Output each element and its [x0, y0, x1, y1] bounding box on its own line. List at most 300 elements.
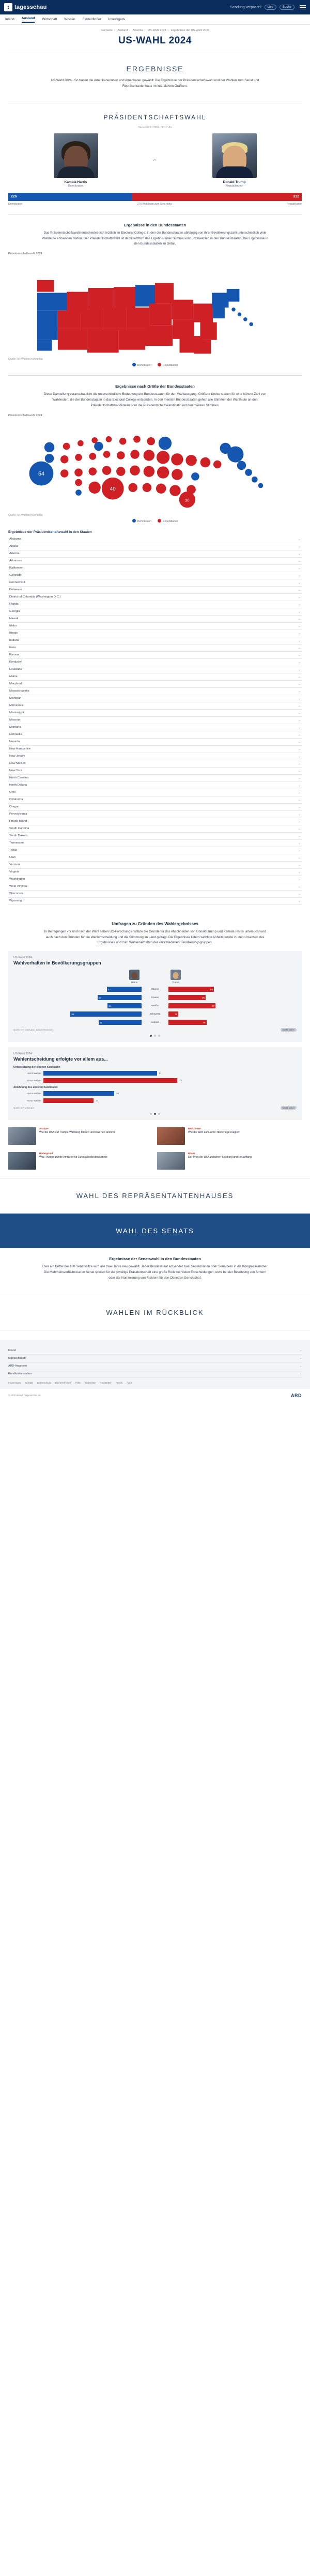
- teaser-row-2: [8, 1152, 302, 1170]
- state-accordion-row[interactable]: [8, 536, 302, 543]
- candidate-duel: [8, 133, 302, 188]
- footer-row-label: Inland: [8, 1348, 16, 1352]
- state-name: Utah: [9, 856, 16, 860]
- teaser-2[interactable]: [157, 1127, 302, 1145]
- state-name: Nebraska: [9, 733, 22, 737]
- retro-banner[interactable]: WAHLEN IM RÜCKBLICK: [0, 1295, 310, 1330]
- chart1-category-label: Weiße: [151, 1004, 159, 1007]
- search-pill[interactable]: Suche: [280, 5, 295, 10]
- chart1-share-button[interactable]: Grafik teilen: [281, 1028, 297, 1032]
- chevron-down-icon[interactable]: ⌄: [299, 1348, 302, 1352]
- brand-text: tagesschau: [14, 4, 47, 10]
- needed-label: 270 Wahlleute zum Sieg nötig: [137, 202, 172, 206]
- chart2-title: Wahlentscheidung erfolgte vor allem aus...: [13, 1056, 108, 1062]
- copyright: © ARD-aktuell / tagesschau.de: [8, 1394, 41, 1397]
- teaser-thumb-2: [157, 1127, 185, 1145]
- chart2-bar-label: Harris-Wähler: [26, 1072, 41, 1075]
- bubble-title: Ergebnisse nach Größe der Bundesstaaten: [115, 384, 195, 389]
- breadcrumb-2[interactable]: Amerika: [132, 29, 143, 32]
- chevron-down-icon[interactable]: ⌄: [298, 747, 301, 751]
- chevron-down-icon[interactable]: ⌄: [298, 718, 301, 722]
- chart2-footer: [13, 1106, 297, 1110]
- map-source: Quelle: AP/Wahlen in Amerika: [8, 358, 43, 361]
- state-accordion-row[interactable]: [8, 681, 302, 688]
- nav-item-wissen[interactable]: Wissen: [64, 18, 75, 21]
- state-accordion-row[interactable]: [8, 579, 302, 587]
- state-name: New Jersey: [9, 755, 25, 758]
- chevron-down-icon[interactable]: ⌄: [298, 661, 301, 664]
- state-accordion-row[interactable]: [8, 789, 302, 796]
- chart1-trump-bar: [168, 995, 206, 1000]
- chart1-legend-harris: Harris: [129, 970, 140, 984]
- brand-logo[interactable]: [4, 3, 47, 11]
- live-pill[interactable]: Live: [265, 5, 276, 10]
- chevron-down-icon[interactable]: ⌄: [298, 552, 301, 556]
- state-accordion-row[interactable]: [8, 833, 302, 840]
- us-map-svg[interactable]: [8, 258, 302, 357]
- chart1-harris-value: 86: [71, 1013, 74, 1016]
- legend-dem: Demokraten: [8, 202, 23, 206]
- footer-row[interactable]: [8, 1370, 302, 1378]
- house-banner[interactable]: WAHL DES REPRÄSENTANTENHAUSES: [0, 1178, 310, 1214]
- state-accordion-row[interactable]: [8, 818, 302, 825]
- state-name: South Dakota: [9, 834, 28, 838]
- teaser-3[interactable]: [8, 1152, 153, 1170]
- nav-item-investigativ[interactable]: Investigativ: [108, 18, 126, 21]
- state-accordion-row[interactable]: [8, 847, 302, 854]
- top-bar: [0, 0, 310, 14]
- bubble-map-svg[interactable]: [8, 417, 302, 513]
- chevron-down-icon[interactable]: ⌄: [299, 1356, 302, 1360]
- chevron-down-icon[interactable]: ⌄: [298, 827, 301, 831]
- state-name: Maryland: [9, 682, 22, 686]
- chart2-bar-value: 38: [116, 1092, 119, 1095]
- chevron-down-icon[interactable]: ⌄: [298, 755, 301, 758]
- state-accordion-row[interactable]: [8, 825, 302, 833]
- footer-row[interactable]: [8, 1355, 302, 1362]
- chevron-down-icon[interactable]: ⌄: [298, 646, 301, 650]
- state-accordion-row[interactable]: [8, 623, 302, 630]
- map-legend: [8, 363, 302, 367]
- state-name: South Carolina: [9, 827, 29, 831]
- hamburger-icon[interactable]: [300, 5, 306, 10]
- footer-link[interactable]: Impressum: [8, 1382, 21, 1385]
- footer-bottom: [0, 1389, 310, 1405]
- bubble-legend: [8, 519, 302, 523]
- footer-link[interactable]: Bildrechte: [84, 1382, 96, 1385]
- chevron-down-icon[interactable]: ⌄: [298, 784, 301, 787]
- chart1-title: Wahlverhalten in Bevölkerungsgruppen: [13, 960, 101, 966]
- footer-row[interactable]: [8, 1347, 302, 1355]
- state-accordion-row[interactable]: [8, 782, 302, 789]
- state-accordion-row[interactable]: [8, 768, 302, 775]
- chart1-harris-bar: [107, 1003, 142, 1008]
- breadcrumb-0[interactable]: Startseite: [100, 29, 113, 32]
- bubble-source: Quelle: AP/Wahlen in Amerika: [8, 513, 43, 517]
- state-accordion-row[interactable]: [8, 883, 302, 891]
- state-accordion-row[interactable]: [8, 695, 302, 702]
- senate-text: Etwa ein Drittel der 100 Senatssitze wird alle zwei Jahre neu gewählt. Jeder Bundesstaat entsendet zwei Senatorinnen oder Senatoren in die Kongresskammer. Die Mehrheitsverhältnisse im Senat spielen für die jeweilige Präsidentschaft eine große Rolle bei vielen Entscheidungen, etwa bei der Besetzung von Ämtern oder der Nominierung von Richtern für den Obersten Gerichtshof.: [42, 1265, 268, 1280]
- chevron-down-icon[interactable]: ⌄: [298, 820, 301, 823]
- chevron-down-icon[interactable]: ⌄: [298, 711, 301, 715]
- candidate-harris: [8, 133, 143, 188]
- trump-party: Republikaner: [226, 184, 243, 188]
- chevron-down-icon[interactable]: ⌄: [298, 733, 301, 737]
- teaser-1[interactable]: [8, 1127, 153, 1145]
- state-accordion-row[interactable]: [8, 630, 302, 637]
- chevron-down-icon[interactable]: ⌄: [298, 812, 301, 816]
- teaser-2-kicker: Reaktionen: [188, 1127, 201, 1130]
- state-accordion-row[interactable]: [8, 891, 302, 898]
- chart1-trump-bar: [168, 1003, 215, 1008]
- chevron-down-icon[interactable]: ⌄: [298, 545, 301, 548]
- chevron-down-icon[interactable]: ⌄: [298, 899, 301, 903]
- chevron-down-icon[interactable]: ⌄: [299, 1364, 302, 1368]
- state-name: West Virginia: [9, 885, 27, 888]
- state-accordion-row[interactable]: [8, 616, 302, 623]
- chart2-group-bars: [13, 1091, 297, 1103]
- state-accordion-row[interactable]: [8, 652, 302, 659]
- state-name: Pennsylvania: [9, 812, 27, 816]
- nav-item-faktenfinder[interactable]: Faktenfinder: [82, 18, 101, 21]
- state-accordion-row[interactable]: [8, 594, 302, 601]
- chart2-bar-row: [13, 1098, 297, 1103]
- footer-link[interactable]: Barrierefreiheit: [55, 1382, 72, 1385]
- state-map-section: [0, 214, 310, 376]
- chart2-carousel-dots[interactable]: [13, 1113, 297, 1115]
- state-accordion-row[interactable]: [8, 796, 302, 804]
- chevron-down-icon[interactable]: ⌄: [298, 885, 301, 888]
- chart1-kicker: US-Wahl 2024: [13, 956, 32, 960]
- chevron-down-icon[interactable]: ⌄: [298, 639, 301, 642]
- state-accordion-row[interactable]: [8, 637, 302, 645]
- state-accordion-row[interactable]: [8, 666, 302, 673]
- state-accordion-row[interactable]: [8, 717, 302, 724]
- chart2-groups: [13, 1066, 297, 1103]
- state-name: Kentucky: [9, 661, 22, 664]
- breadcrumb-3[interactable]: US-Wahl 2024: [148, 29, 166, 32]
- state-accordion-row[interactable]: [8, 587, 302, 594]
- state-name: Montana: [9, 726, 21, 729]
- state-accordion-row[interactable]: [8, 543, 302, 550]
- footer-row[interactable]: [8, 1362, 302, 1370]
- states-accordion-title: Ergebnisse der Präsidentschaftswahl in den Staaten: [8, 530, 92, 534]
- svg-text:54: 54: [38, 470, 44, 477]
- chevron-down-icon[interactable]: ⌄: [298, 704, 301, 708]
- state-accordion-row[interactable]: [8, 760, 302, 768]
- chart2-bar-fill: [43, 1098, 94, 1103]
- ard-logo: ARD: [291, 1392, 302, 1398]
- state-accordion-row[interactable]: [8, 659, 302, 666]
- harris-photo: [54, 133, 98, 178]
- nav-item-inland[interactable]: Inland: [5, 18, 14, 21]
- state-name: Indiana: [9, 639, 20, 642]
- chart1-legend-trump: Trump: [171, 970, 181, 984]
- trump-mini-photo: [171, 970, 181, 980]
- state-name: Mississippi: [9, 711, 24, 715]
- chevron-down-icon[interactable]: ⌄: [298, 632, 301, 635]
- bubble-map-section: [0, 376, 310, 913]
- tally-legend: [8, 203, 302, 206]
- chart1-bar-row: [13, 1011, 297, 1017]
- chevron-down-icon[interactable]: ⌄: [298, 588, 301, 592]
- footer-link[interactable]: Datenschutz: [37, 1382, 51, 1385]
- state-accordion-row[interactable]: [8, 739, 302, 746]
- us-results-map[interactable]: [8, 258, 302, 357]
- chevron-down-icon[interactable]: ⌄: [298, 624, 301, 628]
- surveys-section: [0, 913, 310, 1178]
- tagesschau-logo-icon: [4, 3, 12, 11]
- state-accordion-row[interactable]: [8, 854, 302, 862]
- teaser-2-title: Wie die Welt auf Harris' Niederlage reagiert: [188, 1131, 240, 1134]
- state-name: Minnesota: [9, 704, 23, 708]
- chevron-down-icon[interactable]: ⌄: [298, 566, 301, 570]
- state-name: Virginia: [9, 870, 20, 874]
- chart2-share-button[interactable]: Grafik teilen: [281, 1106, 297, 1110]
- footer: [0, 1340, 310, 1389]
- chart1-source: Quelle: AP VoteCast / Edison Research: [13, 1029, 53, 1032]
- chevron-down-icon[interactable]: ⌄: [298, 682, 301, 686]
- breadcrumb-1[interactable]: Ausland: [117, 29, 128, 32]
- chart1-harris-bar: [98, 995, 142, 1000]
- bubble-chart-label: Präsidentschaftswahl 2024: [8, 413, 42, 417]
- state-accordion-row[interactable]: [8, 608, 302, 616]
- state-accordion-row[interactable]: [8, 688, 302, 695]
- chart2-group-label: Unterstützung der eigenen Kandidatin: [13, 1066, 60, 1069]
- state-accordion-row[interactable]: [8, 811, 302, 818]
- state-accordion-row[interactable]: [8, 702, 302, 710]
- states-accordion-list: [8, 536, 302, 905]
- state-name: New York: [9, 769, 22, 773]
- teaser-thumb-4: [157, 1152, 185, 1170]
- state-name: Iowa: [9, 646, 16, 650]
- bubble-legend-rep: Republikaner: [158, 519, 178, 523]
- harris-name: Kamala Harris: [64, 180, 87, 184]
- footer-link[interactable]: Hilfe: [75, 1382, 81, 1385]
- chevron-down-icon[interactable]: ⌄: [298, 574, 301, 577]
- state-name: New Mexico: [9, 762, 26, 765]
- chart1-trump-value: 55: [210, 988, 213, 991]
- chevron-down-icon[interactable]: ⌄: [298, 870, 301, 874]
- missed-broadcast-label[interactable]: Sendung verpasst?: [230, 5, 261, 9]
- state-accordion-row[interactable]: [8, 731, 302, 739]
- state-accordion-row[interactable]: [8, 746, 302, 753]
- chevron-down-icon[interactable]: ⌄: [298, 595, 301, 599]
- breadcrumb: Startseite › Ausland › Amerika › US-Wahl 2024 › Ergebnisse der US-Wahl 2024: [100, 29, 210, 32]
- state-accordion-row[interactable]: [8, 558, 302, 565]
- state-accordion-row[interactable]: [8, 550, 302, 558]
- state-accordion-row[interactable]: [8, 804, 302, 811]
- harris-mini-photo: [129, 970, 140, 980]
- state-accordion-row[interactable]: [8, 565, 302, 572]
- chevron-down-icon[interactable]: ⌄: [298, 559, 301, 563]
- map-title: Ergebnisse in den Bundesstaaten: [123, 222, 187, 227]
- state-name: District of Columbia (Washington D.C.): [9, 595, 61, 599]
- chevron-down-icon[interactable]: ⌄: [298, 675, 301, 679]
- chart2-kicker: US-Wahl 2024: [13, 1052, 32, 1056]
- state-name: New Hampshire: [9, 747, 31, 751]
- chevron-down-icon[interactable]: ⌄: [298, 740, 301, 744]
- state-accordion-row[interactable]: [8, 775, 302, 782]
- chevron-down-icon[interactable]: ⌄: [298, 538, 301, 541]
- state-name: Texas: [9, 849, 18, 852]
- state-name: Connecticut: [9, 581, 25, 585]
- chevron-down-icon[interactable]: ⌄: [298, 726, 301, 729]
- chart1-footer: [13, 1028, 297, 1032]
- presidential-section: [0, 103, 310, 214]
- chart1-trump-bar: [168, 987, 214, 992]
- page-title: US-WAHL 2024: [118, 35, 192, 46]
- chart1-trump-value: 57: [212, 1004, 215, 1007]
- senate-banner[interactable]: WAHL DES SENATS: [0, 1214, 310, 1248]
- footer-link[interactable]: Kontakt: [24, 1382, 34, 1385]
- teaser-4[interactable]: [157, 1152, 302, 1170]
- senate-title: Ergebnisse der Senatswahl in den Bundesstaaten: [109, 1256, 201, 1262]
- chevron-down-icon[interactable]: ⌄: [298, 805, 301, 809]
- trump-photo: [212, 133, 257, 178]
- chevron-down-icon[interactable]: ⌄: [298, 610, 301, 614]
- top-bar-right: [230, 5, 306, 10]
- state-name: Maine: [9, 675, 18, 679]
- chevron-down-icon[interactable]: ⌄: [298, 697, 301, 700]
- chart1-bar-row: [13, 1003, 297, 1008]
- chart1-harris-value: 52: [99, 1021, 102, 1024]
- chart2-source: Quelle: AP VoteCast: [13, 1107, 34, 1110]
- chevron-down-icon[interactable]: ⌄: [298, 581, 301, 585]
- state-accordion-row[interactable]: [8, 862, 302, 869]
- chevron-down-icon[interactable]: ⌄: [298, 892, 301, 896]
- duel-vs: [143, 133, 167, 188]
- chart1-harris-bar: [70, 1011, 142, 1017]
- chart2-bar-label: Trump-Wähler: [26, 1079, 41, 1082]
- state-name: Florida: [9, 603, 19, 606]
- state-name: Louisiana: [9, 668, 22, 671]
- chart1-bar-row: [13, 987, 297, 992]
- chart2-bar-label: Harris-Wähler: [26, 1092, 41, 1095]
- map-legend-dem: Demokraten: [132, 363, 151, 367]
- state-name: Vermont: [9, 863, 21, 867]
- footer-rows: [8, 1347, 302, 1378]
- chart1-carousel-dots[interactable]: [13, 1035, 297, 1037]
- state-accordion-row[interactable]: [8, 572, 302, 579]
- chevron-down-icon[interactable]: ⌄: [298, 849, 301, 852]
- chart1-bar-row: [13, 1020, 297, 1025]
- state-name: Oklahoma: [9, 798, 23, 802]
- chart1-category-label: Latinos: [151, 1021, 159, 1024]
- state-accordion-row[interactable]: [8, 840, 302, 847]
- chevron-down-icon[interactable]: ⌄: [298, 878, 301, 881]
- state-name: Georgia: [9, 610, 20, 614]
- state-name: Hawaii: [9, 617, 19, 621]
- chart1-harris-value: 41: [109, 1004, 112, 1007]
- footer-link[interactable]: Feeds: [115, 1382, 123, 1385]
- footer-link[interactable]: Newsletter: [100, 1382, 112, 1385]
- footer-link[interactable]: Apps: [127, 1382, 133, 1385]
- chevron-down-icon[interactable]: ⌄: [299, 1372, 302, 1375]
- chart1-trump-value: 45: [202, 996, 205, 999]
- trump-elector-count: 312: [132, 193, 302, 201]
- footer-links: [8, 1382, 302, 1385]
- chart2-bar-label: Trump-Wähler: [26, 1099, 41, 1102]
- chevron-down-icon[interactable]: ⌄: [298, 668, 301, 671]
- state-name: Kansas: [9, 653, 20, 657]
- chevron-down-icon[interactable]: ⌄: [298, 689, 301, 693]
- chart1-trump-bar: [168, 1011, 178, 1017]
- state-name: Alaska: [9, 545, 19, 548]
- state-accordion-row[interactable]: [8, 710, 302, 717]
- state-name: Michigan: [9, 697, 22, 700]
- chevron-down-icon[interactable]: ⌄: [298, 841, 301, 845]
- surveys-text: In Befragungen vor und nach der Wahl haben US-Forschungsinstitute die Gründe für das Abschneiden von Donald Trump und Kamala Harris untersucht und auch nach den Gründen für die Wahlentscheidung und die Stimmung im Land gefragt. Die Ergebnisse liefern wichtige Anhaltspunkte zu den Ursachen des Ergebnisses und zum Wählerverhalten der verschiedenen Bevölkerungsgruppen.: [44, 929, 266, 945]
- state-name: Nevada: [9, 740, 20, 744]
- state-accordion-row[interactable]: [8, 601, 302, 608]
- state-accordion-row[interactable]: [8, 645, 302, 652]
- chart1-trump-value: 12: [175, 1013, 178, 1016]
- chart2-bar-value: 72: [179, 1079, 182, 1082]
- state-name: Wisconsin: [9, 892, 23, 896]
- chevron-down-icon[interactable]: ⌄: [298, 653, 301, 657]
- state-name: North Dakota: [9, 784, 27, 787]
- teaser-row-1: [8, 1127, 302, 1145]
- nav-item-ausland[interactable]: Ausland: [22, 17, 35, 23]
- candidate-trump: [167, 133, 302, 188]
- teaser-1-kicker: Analyse: [39, 1127, 49, 1130]
- chart1-category-label: Schwarze: [149, 1013, 161, 1016]
- chart1-category-label: Frauen: [151, 996, 159, 999]
- chart1-harris-value: 42: [107, 988, 111, 991]
- chevron-down-icon[interactable]: ⌄: [298, 769, 301, 773]
- state-accordion-row[interactable]: [8, 869, 302, 876]
- chevron-down-icon[interactable]: ⌄: [298, 776, 301, 780]
- svg-text:30: 30: [184, 498, 190, 503]
- senate-section: [0, 1248, 310, 1295]
- chart1-harris-bar: [99, 1020, 142, 1025]
- state-accordion-row[interactable]: [8, 876, 302, 883]
- elector-tally-bar: [8, 193, 302, 201]
- state-accordion-row[interactable]: [8, 673, 302, 681]
- teaser-4-title: Der Weg der USA zwischen Spaltung und Neuanfang: [188, 1156, 252, 1159]
- harris-elector-count: 226: [8, 193, 132, 201]
- chevron-down-icon[interactable]: ⌄: [298, 834, 301, 838]
- chevron-down-icon[interactable]: ⌄: [298, 603, 301, 606]
- bubble-text: Diese Darstellung veranschaulicht die unterschiedliche Bedeutung der Bundesstaaten für den Wahlausgang: Größere Kreise stehen für eine höhere Zahl von Wahlleuten, die der Bundesstaaten in das Electoral College entsenden. In den meisten Bundesstaaten gehen alle Stimmen der Wahlleute an den Präsidentschaftskandidaten oder die Präsidentschaftskandidatin mit den meisten Stimmen.: [43, 392, 267, 407]
- chevron-down-icon[interactable]: ⌄: [298, 617, 301, 621]
- map-text: Das Präsidentschaftswahl entscheidet sich letztlich im Electoral College: In den die Bundesstaaten abhängig von ihrer Bevölkerungszahl unterschiedlich viele Wahlleute entsenden dürfen. Der Präsidentschaftswahl ist damit letztlich das Ergebnis einer Summe von Einzelwahlen in den Bundesstaaten. Die Ergebnisse in den Bundesstaaten im Detail.: [42, 231, 268, 246]
- teaser-3-title: Was Trumps zweite Amtszeit für Europa bedeuten könnte: [39, 1156, 107, 1159]
- chevron-down-icon[interactable]: ⌄: [298, 762, 301, 765]
- state-name: Colorado: [9, 574, 22, 577]
- trump-name: Donald Trump: [223, 180, 246, 184]
- chart2-bar-value: 27: [96, 1099, 99, 1102]
- chevron-down-icon[interactable]: ⌄: [298, 798, 301, 802]
- chart2-bar-row: [13, 1071, 297, 1076]
- chevron-down-icon[interactable]: ⌄: [298, 791, 301, 794]
- teaser-thumb-3: [8, 1152, 36, 1170]
- state-name: Kalifornien: [9, 566, 24, 570]
- state-accordion-row[interactable]: [8, 753, 302, 760]
- chevron-down-icon[interactable]: ⌄: [298, 856, 301, 860]
- state-accordion-row[interactable]: [8, 898, 302, 905]
- nav-item-wirtschaft[interactable]: Wirtschaft: [42, 18, 57, 21]
- state-accordion-row[interactable]: [8, 724, 302, 731]
- chevron-down-icon[interactable]: ⌄: [298, 863, 301, 867]
- chart2-bar-fill: [43, 1078, 177, 1083]
- state-name: Washington: [9, 878, 25, 881]
- bubble-legend-dem: Demokraten: [132, 519, 151, 523]
- chart1-category-label: Männer: [150, 988, 160, 991]
- us-bubble-map[interactable]: [8, 417, 302, 513]
- chart-card-motivation: [8, 1047, 302, 1120]
